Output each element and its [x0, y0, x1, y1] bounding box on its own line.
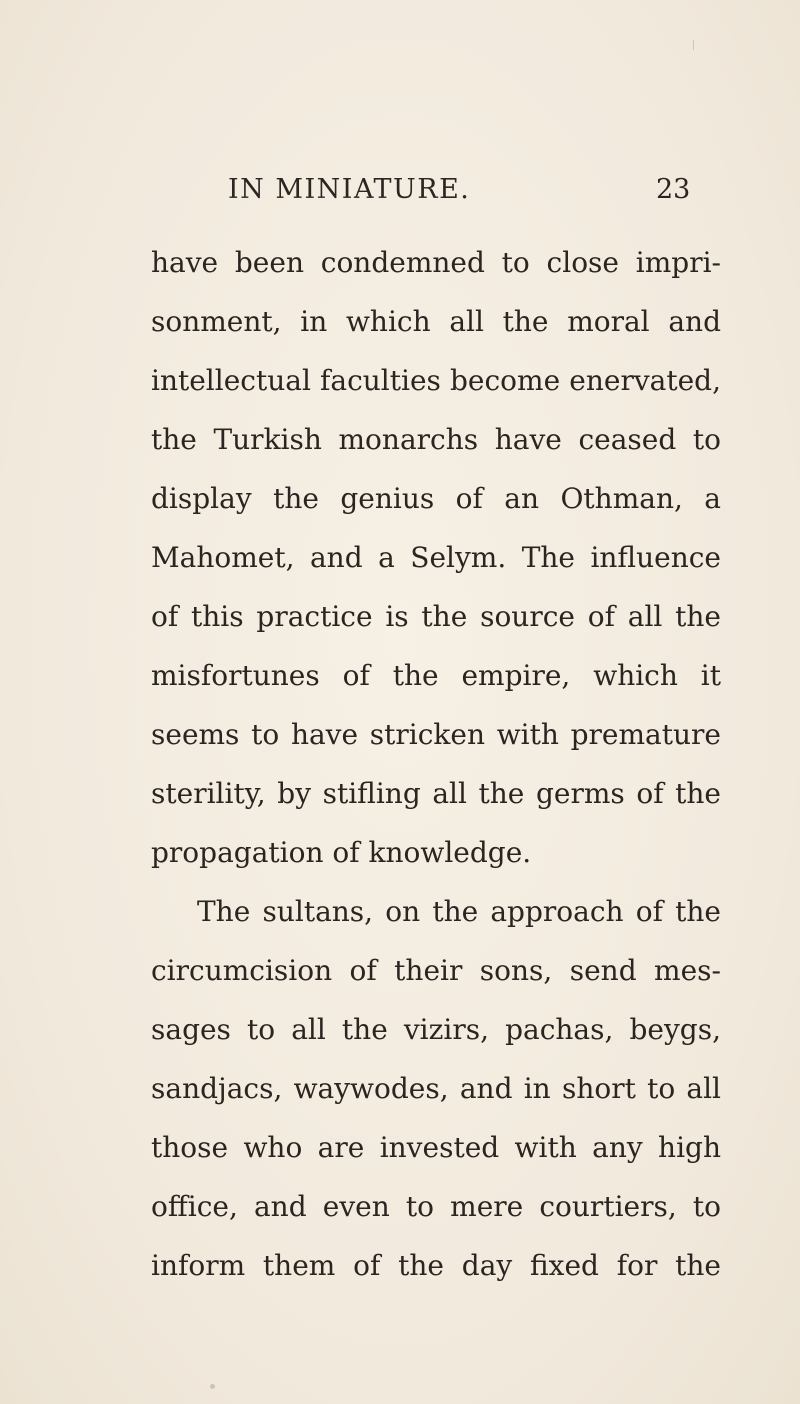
page-header — [0, 174, 800, 214]
ink-speck — [210, 1384, 215, 1389]
text-line: sandjacs, waywodes, and in short to all — [151, 1072, 721, 1105]
text-line: inform them of the day fixed for the — [151, 1249, 721, 1282]
text-line: sonment, in which all the moral and — [151, 305, 721, 338]
text-line: office, and even to mere courtiers, to — [151, 1190, 721, 1223]
text-line: sages to all the vizirs, pachas, beygs, — [151, 1013, 721, 1046]
text-line: propagation of knowledge. — [151, 836, 532, 869]
text-line: seems to have stricken with premature — [151, 718, 721, 751]
text-line: those who are invested with any high — [151, 1131, 721, 1164]
text-line: intellectual faculties become enervated, — [151, 364, 721, 397]
text-line: circumcision of their sons, send mes- — [151, 954, 721, 987]
text-line: of this practice is the source of all the — [151, 600, 721, 633]
text-line: misfortunes of the empire, which it — [151, 659, 721, 692]
page-number: 23 — [656, 174, 691, 205]
margin-mark — [693, 40, 694, 50]
text-line: display the genius of an Othman, a — [151, 482, 721, 515]
text-line: sterility, by stifling all the germs of the — [151, 777, 721, 810]
text-line: have been condemned to close impri- — [151, 246, 721, 279]
text-line: Mahomet, and a Selym. The influence — [151, 541, 721, 574]
running-title: IN MINIATURE. — [228, 174, 471, 205]
text-line: the Turkish monarchs have ceased to — [151, 423, 721, 456]
body-text — [151, 233, 721, 1295]
paragraph-first-line: The sultans, on the approach of the — [197, 895, 721, 928]
